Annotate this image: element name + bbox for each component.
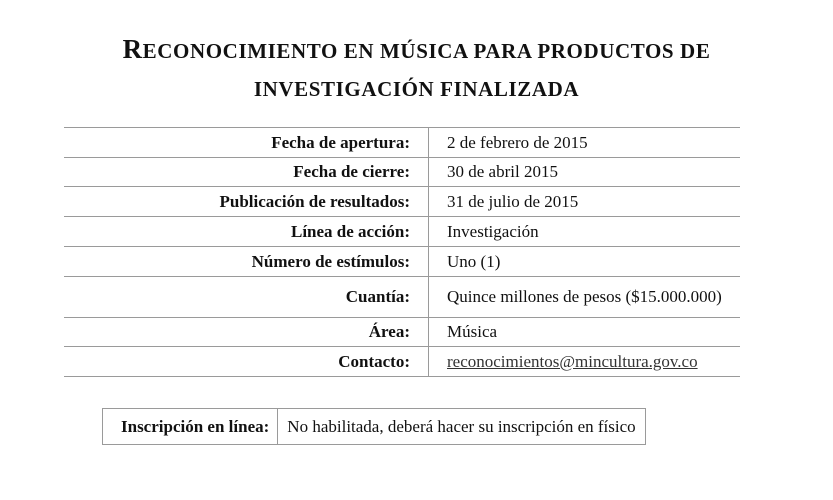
table-row bbox=[64, 217, 740, 247]
action-line-label: Línea de acción: bbox=[64, 217, 429, 247]
table-row bbox=[64, 318, 740, 347]
contact-label: Contacto: bbox=[64, 347, 429, 377]
table-row bbox=[64, 187, 740, 217]
title-line-1-initial: R bbox=[122, 34, 143, 64]
table-row bbox=[64, 158, 740, 187]
table-row bbox=[103, 409, 646, 445]
table-row bbox=[64, 247, 740, 277]
table-row bbox=[64, 277, 740, 318]
title-line-1 bbox=[0, 30, 833, 70]
amount-label: Cuantía: bbox=[64, 277, 429, 318]
closing-date-value: 30 de abril 2015 bbox=[429, 158, 741, 187]
contact-email-link[interactable]: reconocimientos@mincultura.gov.co bbox=[447, 351, 698, 371]
action-line-value: Investigación bbox=[429, 217, 741, 247]
title-line-1-rest: ECONOCIMIENTO EN MÚSICA PARA PRODUCTOS DE bbox=[142, 39, 711, 63]
amount-value: Quince millones de pesos ($15.000.000) bbox=[429, 277, 741, 318]
title-line-2 bbox=[0, 70, 833, 108]
online-registration-label: Inscripción en línea: bbox=[103, 409, 278, 445]
registration-table bbox=[102, 408, 646, 445]
stimuli-count-value: Uno (1) bbox=[429, 247, 741, 277]
contact-cell bbox=[429, 347, 741, 377]
title-line-2-text: INVESTIGACIÓN FINALIZADA bbox=[253, 77, 580, 101]
stimuli-count-label: Número de estímulos: bbox=[64, 247, 429, 277]
opening-date-label: Fecha de apertura: bbox=[64, 128, 429, 158]
area-value: Música bbox=[429, 318, 741, 347]
table-row bbox=[64, 128, 740, 158]
closing-date-label: Fecha de cierre: bbox=[64, 158, 429, 187]
page-title bbox=[0, 30, 833, 108]
online-registration-value: No habilitada, deberá hacer su inscripción en físico bbox=[278, 409, 645, 445]
table-row bbox=[64, 347, 740, 377]
results-date-label: Publicación de resultados: bbox=[64, 187, 429, 217]
area-label: Área: bbox=[64, 318, 429, 347]
opening-date-value: 2 de febrero de 2015 bbox=[429, 128, 741, 158]
results-date-value: 31 de julio de 2015 bbox=[429, 187, 741, 217]
details-table bbox=[64, 127, 740, 377]
